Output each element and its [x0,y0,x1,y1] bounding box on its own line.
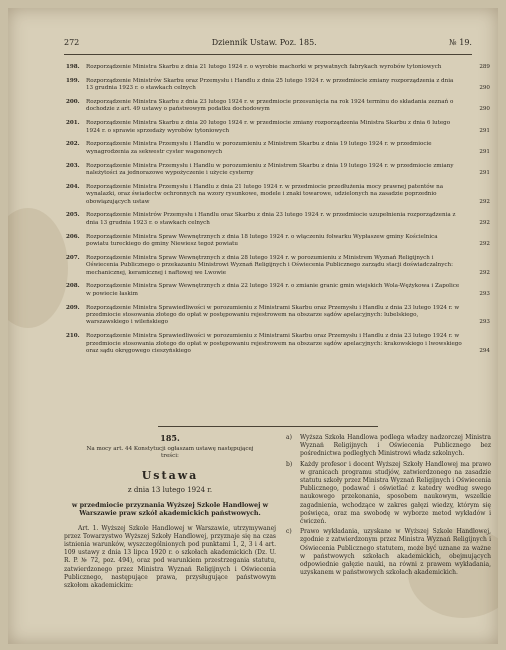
toc-entry-page: 291 [479,170,490,177]
article-item [286,434,491,459]
article-item-text: Prawo wykładania, uzyskane w Wyższej Szkole Handlowej, zgodnie z zatwierdzonym przez Ministra Wyznań Religijnych i Oświecenia Publicznego statutem, może być uznane za ważne w państwowych szkołach akademickich, obejmujących odpowiednie gałęzie nauki, na równi z prawem wykładania, uzyskanem w państwowych szkołach akademickich. [300,528,491,577]
section-divider [158,426,378,427]
toc-entry-title: Rozporządzenie Ministrów Przemysłu i Handlu oraz Skarbu z dnia 23 lutego 1924 r. w przedmiocie uzupełnienia rozporządzenia z dnia 13 grudnia 1923 r. o stawkach celnych [86,212,456,226]
toc-entry-page: 292 [479,269,490,276]
toc-entry [66,163,490,178]
toc-entry [66,78,490,93]
toc-entry-number: 207. [66,254,80,261]
act-number: 185. [160,433,180,443]
toc-entry [66,212,490,227]
toc-entry-number: 203. [66,162,80,169]
toc-entry-title: Rozporządzenie Ministra Skarbu z dnia 23 lutego 1924 r. w przedmiocie przesunięcia na rok 1924 terminu do składania zeznań o dochodzie z art. 49 ustawy o państwowym podatku dochodowym [86,99,454,113]
toc-entry [66,120,490,135]
toc-entry [66,333,490,355]
article-item-text: Każdy profesor i docent Wyższej Szkoły Handlowej ma prawo w granicach programu studjów, zatwierdzonego na zasadzie statutu szkoły przez Ministra Wyznań Religijnych i Oświecenia Publicznego, podawać i oświetlać z katedry według swego naukowego przekonania, sposobem naukowym, wszelkie zagadnienia, wchodzące w zakres gałęzi wiedzy, którym się poświęca, oraz ma swobodę w wyborze metod wykładów i ćwiczeń. [300,460,491,526]
issue-number: № 19. [449,38,472,47]
toc-entry-number: 201. [66,120,80,127]
toc-entry-title: Rozporządzenie Ministra Sprawiedliwości w porozumieniu z Ministrami Skarbu oraz Przemysłu i Handlu z dnia 23 lutego 1924 r. w przedmiocie stosowania złotego do opłat w postępowaniu rejestrowem na obszarze sądów apelacyjnych: krakowskiego i lwowskiego oraz sądu okręgowego cieszyńskiego [86,333,462,355]
toc-entry-page: 293 [479,319,490,326]
toc-entry [66,184,490,206]
article-item-label: a) [286,434,292,441]
toc-entry-page: 292 [479,219,490,226]
toc-entry-page: 292 [479,198,490,205]
toc-entry-title: Rozporządzenie Ministra Przemysłu i Handlu z dnia 21 lutego 1924 r. w przedmiocie przedłużenia mocy prawnej patentów na wynalazki, oraz świadectw ochronnych na wzory rysunkowe, modele i znaki towarowe, udzielonych na zasadzie poprzednio obowiązujących ustaw [86,183,444,205]
act-subject: w przedmiocie przyznania Wyższej Szkole Handlowej w Warszawie praw szkół akademickich państwowych. [71,500,269,517]
toc-entry-page: 290 [479,106,490,113]
toc-entry-number: 209. [66,304,80,311]
toc-entry-page: 290 [479,85,490,92]
article-item [286,528,491,577]
toc-entry-title: Rozporządzenie Ministra Skarbu z dnia 21 lutego 1924 r. o wyrobie machorki w prywatnych fabrykach wyrobów tytoniowych [86,64,442,70]
toc-entry-page: 291 [479,148,490,155]
toc-entry-number: 210. [66,333,80,340]
article-item-text: Wyższa Szkoła Handlowa podlega władzy nadzorczej Ministra Wyznań Religijnych i Oświecenia Publicznego bez pośrednictwa podległych Ministrowi władz szkolnych. [300,434,491,458]
toc-entry-page: 291 [479,127,490,134]
toc-entry-number: 200. [66,99,80,105]
toc-entry-number: 205. [66,212,80,219]
toc-entry-title: Rozporządzenie Ministra Spraw Wewnętrznych z dnia 18 lutego 1924 r. o włączeniu folwarku Wypłaszew gminy Kościelnica powiatu tureckiego do gminy Niewiesz tegoż powiatu [86,233,438,248]
toc-entry [66,255,490,277]
toc-entry-title: Rozporządzenie Ministra Spraw Wewnętrznych z dnia 22 lutego 1924 r. o zmianie granic gmin wiejskich Wola-Wężykowa i Zapolice w powiecie łaskim [86,283,460,297]
act-preamble: Na mocy art. 44 Konstytucji ogłaszam ustawę następującej treści: [86,446,254,460]
toc-entry-title: Rozporządzenie Ministra Spraw Wewnętrznych z dnia 28 lutego 1924 r. w porozumieniu z Ministrem Wyznań Religijnych i Oświecenia Publicznego o przekazaniu Ministrowi Wyznań Religijnych i Oświecenia Publicznego zarządu stacji doświadczalnych: mechanicznej, keramicznej i naftowej we Lwowie [86,254,454,276]
right-column [286,434,491,579]
toc-entry-title: Rozporządzenie Ministra Przemysłu i Handlu w porozumieniu z Ministrem Skarbu z dnia 19 lutego 1924 r. w przedmiocie zmiany należytości za jednorazowe wypożyczenie i użycie cysterny [86,162,454,177]
article-1-text: Art. 1. Wyższej Szkole Handlowej w Warszawie, utrzymywanej przez Towarzystwo Wyższej Szkoły Handlowej, przyznaje się na czas istnienia warunków, wyszczególnionych pod punktami 1, 2, 3 i 4 art. 109 ustawy z dnia 13 lipca 1920 r. o szkołach akademickich (Dz. U. R. P. № 72, poz. 494), oraz pod warunkiem przestrzegania statutu, zatwierdzonego przez Ministra Wyznań Religijnych i Oświecenia Publicznego, następujące prawa, przysługujące państwowym szkołom akademickim: [64,524,276,590]
article-item [286,461,491,527]
page-number: 272 [64,38,80,47]
act-date: z dnia 13 lutego 1924 r. [127,486,213,495]
toc-entry-number: 206. [66,233,80,240]
article-item-label: b) [286,460,293,468]
toc-entry-number: 198. [66,64,80,70]
toc-entry-title: Rozporządzenie Ministra Przemysłu i Handlu w porozumieniu z Ministrem Skarbu z dnia 19 lutego 1924 r. w przedmiocie wynagrodzenia za sekwestr cyster wagonowych [86,141,432,155]
act-title: Ustawa [141,469,199,483]
toc-entry-number: 208. [66,283,80,290]
toc-entry-title: Rozporządzenie Ministrów Skarbu oraz Przemysłu i Handlu z dnia 25 lutego 1924 r. w przedmiocie zmiany rozporządzenia z dnia 13 grudnia 1923 r. o stawkach celnych [86,77,454,92]
toc-entry-page: 289 [479,64,490,70]
toc-entry [66,141,490,156]
toc-entry [66,305,490,327]
article-item-label: c) [286,528,292,536]
toc-entry-page: 294 [479,348,490,355]
toc-entry-page: 293 [479,290,490,297]
page-header [64,38,472,55]
toc-entry-page: 292 [479,241,490,248]
left-column [64,434,276,590]
toc-entry [66,99,490,114]
toc-entry [66,234,490,249]
journal-title: Dziennik Ustaw. Poz. 185. [211,38,317,47]
toc-entry-title: Rozporządzenie Ministra Skarbu z dnia 20 lutego 1924 r. w przedmiocie zmiany rozporządzenia Ministra Skarbu z dnia 6 lutego 1924 r. o sprawie sprzedaży wyrobów tytoniowych [86,120,451,134]
toc-entry-title: Rozporządzenie Ministra Sprawiedliwości w porozumieniu z Ministrami Skarbu oraz Przemysłu i Handlu z dnia 23 lutego 1924 r. w przedmiocie stosowania złotego do opłat w postępowaniu rejestrowem na obszarze sądów apelacyjnych: lubelskiego, warszawskiego i wileńskiego [86,304,460,326]
document-page [8,8,498,644]
toc-entry [66,283,490,298]
toc-entry-number: 199. [66,77,80,84]
toc-entry-number: 202. [66,141,80,148]
toc-entry-number: 204. [66,183,80,190]
table-of-contents [66,64,490,362]
paper-stain [8,208,68,328]
toc-entry [66,64,490,71]
